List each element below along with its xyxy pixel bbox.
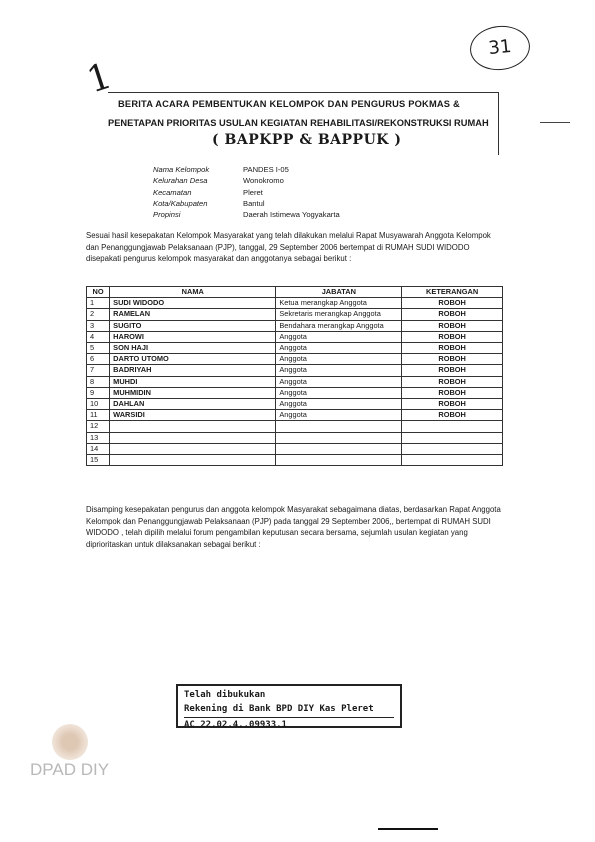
table-row (87, 432, 503, 443)
table-cell-jab (276, 421, 402, 432)
closing-paragraph: Disamping kesepakatan pengurus dan anggota kelompok Masyarakat sebagaimana diatas, berdasarkan Rapat Anggota Kelompok dan Penanggungjawab Pelaksanaan (PJP) pada tanggal 29 September 2006,, bertempat di RUMAH SUDI WIDODO , telah dipilih melalui forum pengambilan keputusan secara bersama, sejumlah usulan kegiatan yang diprioritaskan untuk dilaksanakan sebagai berikut : (86, 505, 501, 549)
table-body (87, 298, 503, 466)
table-cell-no: 15 (87, 455, 110, 466)
info-row: Kota/Kabupaten Bantul (153, 198, 265, 208)
table-row (87, 298, 503, 309)
table-cell-nama: WARSIDI (110, 410, 276, 421)
table-row (87, 365, 503, 376)
col-header-no: NO (87, 287, 110, 298)
table-header-row (87, 287, 503, 298)
table-cell-no: 1 (87, 298, 110, 309)
table-row (87, 399, 503, 410)
info-row: Nama Kelompok PANDES I-05 (153, 165, 289, 174)
table-cell-nama (110, 432, 276, 443)
members-table (86, 286, 503, 466)
table-row (87, 309, 503, 320)
table-cell-jab: Anggota (276, 365, 402, 376)
table-cell-jab: Anggota (276, 354, 402, 365)
stamp-line2: Rekening di Bank BPD DIY Kas Pleret (184, 704, 374, 714)
group-info (153, 164, 340, 220)
margin-dash (540, 122, 570, 123)
handwritten-mark: 1 (82, 55, 117, 102)
table-cell-ket: ROBOH (402, 376, 503, 387)
table-cell-no: 6 (87, 354, 110, 365)
table-cell-ket: ROBOH (402, 320, 503, 331)
table-row (87, 421, 503, 432)
table-row (87, 455, 503, 466)
table-cell-jab: Anggota (276, 387, 402, 398)
table-cell-ket: ROBOH (402, 354, 503, 365)
table-cell-no: 9 (87, 387, 110, 398)
table-cell-ket (402, 455, 503, 466)
page-number-circle: 31 (468, 23, 532, 73)
table-row (87, 410, 503, 421)
table-cell-no: 5 (87, 343, 110, 354)
table-cell-ket: ROBOH (402, 298, 503, 309)
table-cell-no: 10 (87, 399, 110, 410)
table-row (87, 376, 503, 387)
table-cell-jab: Anggota (276, 399, 402, 410)
table-cell-jab: Anggota (276, 376, 402, 387)
col-header-nama: NAMA (110, 287, 276, 298)
stamp-line3: AC 22.02.4..09933.1 (184, 717, 394, 732)
table-cell-nama: MUHDI (110, 376, 276, 387)
table-cell-ket (402, 421, 503, 432)
table-cell-ket: ROBOH (402, 410, 503, 421)
document-title-line1: BERITA ACARA PEMBENTUKAN KELOMPOK DAN PENGURUS POKMAS & (118, 99, 460, 109)
table-row (87, 343, 503, 354)
table-cell-jab: Sekretaris merangkap Anggota (276, 309, 402, 320)
table-cell-no: 12 (87, 421, 110, 432)
table-cell-jab (276, 432, 402, 443)
table-cell-nama (110, 421, 276, 432)
table-cell-jab (276, 443, 402, 454)
table-cell-ket: ROBOH (402, 399, 503, 410)
table-cell-ket: ROBOH (402, 343, 503, 354)
col-header-jabatan: JABATAN (276, 287, 402, 298)
table-cell-jab (276, 455, 402, 466)
table-cell-no: 3 (87, 320, 110, 331)
table-cell-nama: MUHMIDIN (110, 387, 276, 398)
table-cell-nama: SUGITO (110, 320, 276, 331)
info-row: Kecamatan Pleret (153, 187, 263, 197)
table-row (87, 331, 503, 342)
table-cell-nama: SON HAJI (110, 343, 276, 354)
table-cell-no: 14 (87, 443, 110, 454)
info-row: Propinsi Daerah Istimewa Yogyakarta (153, 210, 340, 220)
footer-line (378, 828, 438, 830)
table-cell-no: 11 (87, 410, 110, 421)
table-row (87, 387, 503, 398)
table-cell-ket: ROBOH (402, 365, 503, 376)
intro-paragraph: Sesuai hasil kesepakatan Kelompok Masyarakat yang telah dilakukan melalui Rapat Musyawarah Anggota Kelompok dan Penanggungjawab Pelaksanaan (PJP), tanggal, 29 September 2006 bertempat di RUMAH SUDI WIDODO disepakati pengurus kelompok masyarakat dan anggotanya sebagai berikut : (86, 231, 491, 263)
bank-stamp (176, 684, 402, 728)
table-cell-ket (402, 432, 503, 443)
table-cell-nama: DARTO UTOMO (110, 354, 276, 365)
table-cell-nama: RAMELAN (110, 309, 276, 320)
table-row (87, 320, 503, 331)
col-header-keterangan: KETERANGAN (402, 287, 503, 298)
table-cell-jab: Bendahara merangkap Anggota (276, 320, 402, 331)
table-cell-no: 13 (87, 432, 110, 443)
table-row (87, 354, 503, 365)
table-cell-jab: Anggota (276, 343, 402, 354)
table-cell-no: 2 (87, 309, 110, 320)
table-row (87, 443, 503, 454)
table-cell-ket: ROBOH (402, 387, 503, 398)
table-cell-no: 7 (87, 365, 110, 376)
table-cell-no: 4 (87, 331, 110, 342)
table-cell-nama: DAHLAN (110, 399, 276, 410)
table-cell-ket: ROBOH (402, 331, 503, 342)
table-cell-jab: Anggota (276, 331, 402, 342)
info-row: Kelurahan Desa Wonokromo (153, 176, 284, 186)
stamp-line1: Telah dibukukan (184, 690, 266, 700)
table-cell-jab: Ketua merangkap Anggota (276, 298, 402, 309)
document-title-abbrev: ( BAPKPP & BAPPUK ) (212, 132, 402, 148)
table-cell-nama: HAROWI (110, 331, 276, 342)
archive-seal-icon (52, 724, 88, 760)
table-cell-nama: SUDI WIDODO (110, 298, 276, 309)
table-cell-nama (110, 443, 276, 454)
document-title-line2: PENETAPAN PRIORITAS USULAN KEGIATAN REHABILITASI/REKONSTRUKSI RUMAH (108, 118, 489, 128)
watermark: DPAD DIY (30, 760, 110, 779)
table-cell-jab: Anggota (276, 410, 402, 421)
table-cell-ket (402, 443, 503, 454)
table-cell-ket: ROBOH (402, 309, 503, 320)
table-cell-nama (110, 455, 276, 466)
table-cell-nama: BADRIYAH (110, 365, 276, 376)
table-cell-no: 8 (87, 376, 110, 387)
